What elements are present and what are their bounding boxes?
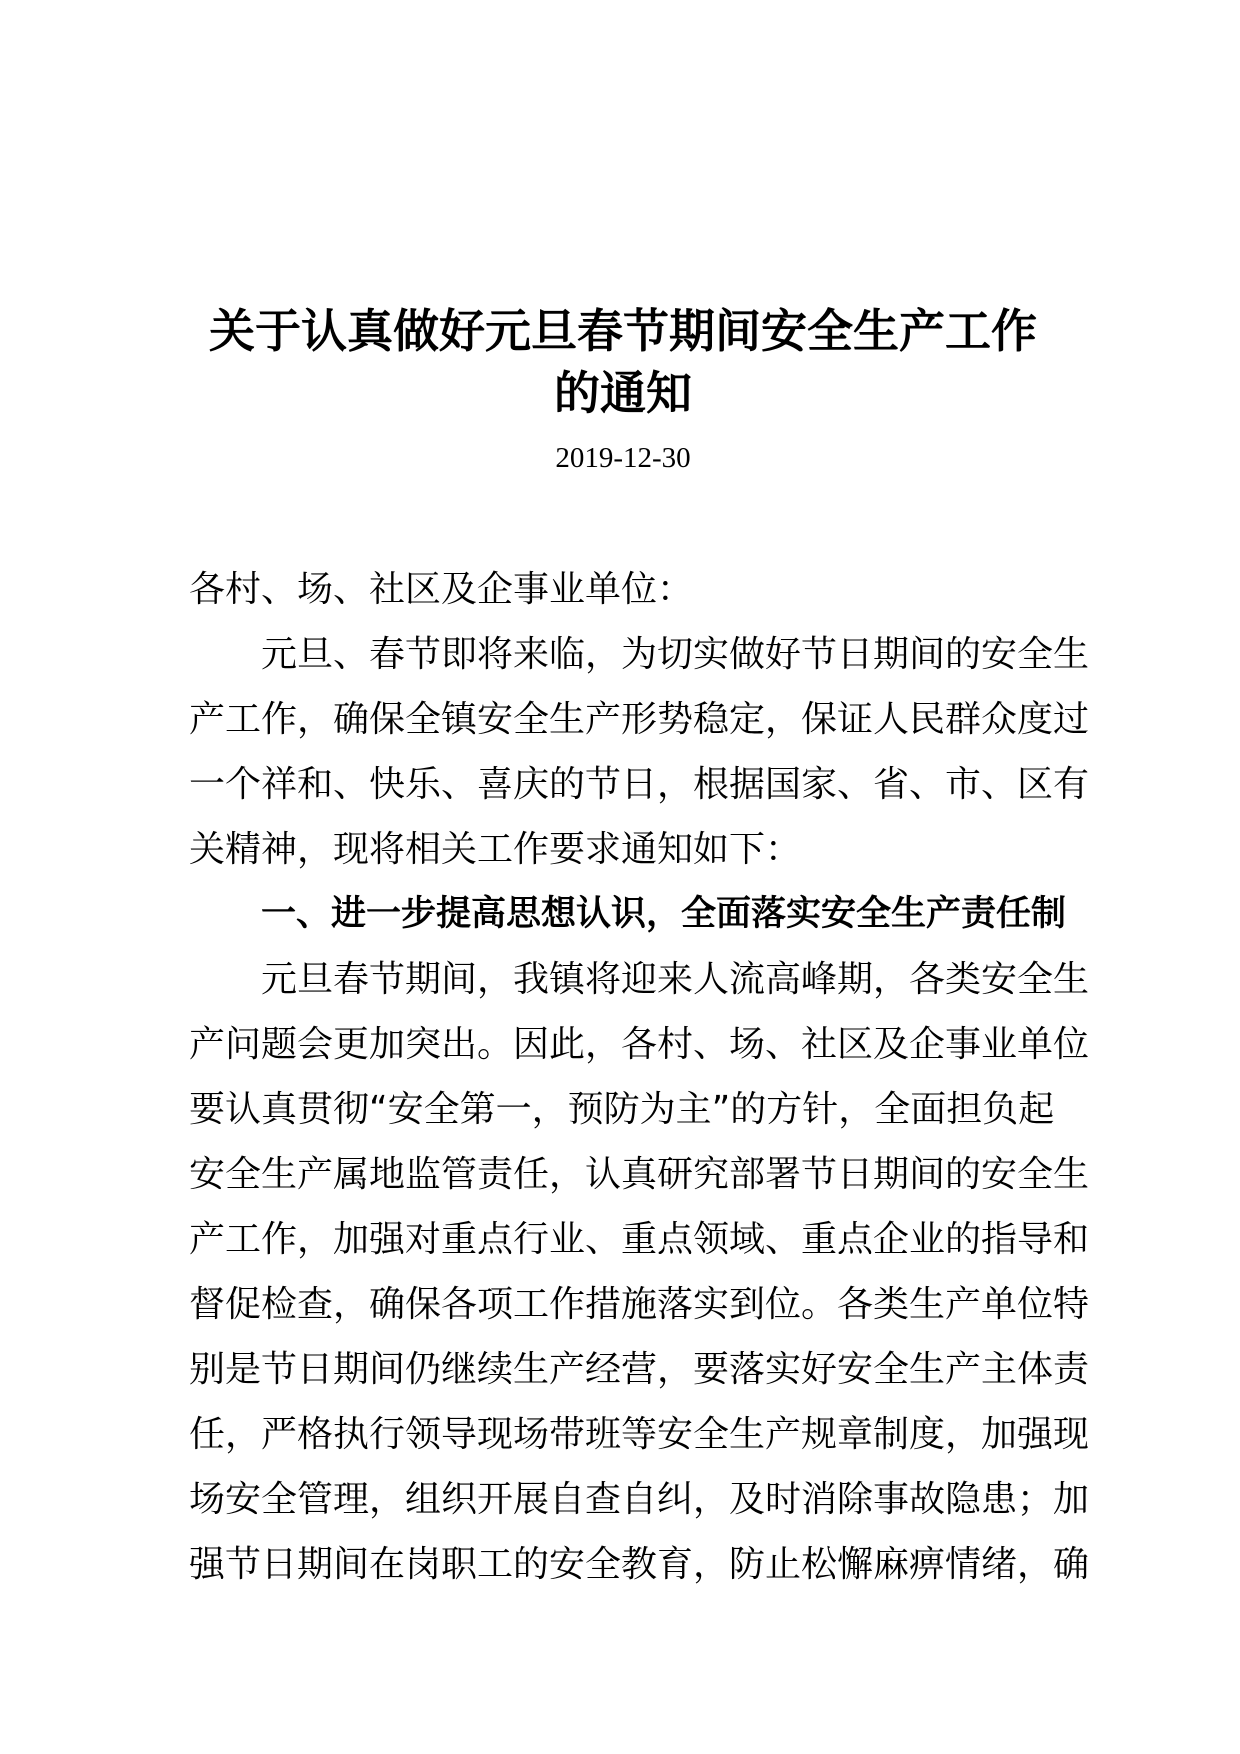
section-paragraph [189,947,1090,1597]
body-line: 强节日期间在岗职工的安全教育，防止松懈麻痹情绪，确 [189,1544,1090,1585]
body-line: 安全生产属地监管责任，认真研究部署节日期间的安全生 [189,1154,1090,1195]
title-line: 关于认真做好元旦春节期间安全生产工作 [209,304,1037,358]
salutation: 各村、场、社区及企事业单位： [189,569,694,610]
document-date: 2019-12-30 [555,442,691,474]
body-line: 一个祥和、快乐、喜庆的节日，根据国家、省、市、区有 [189,764,1090,805]
body-line: 任，严格执行领导现场带班等安全生产规章制度，加强现 [189,1414,1090,1455]
section-heading: 一、进一步提高思想认识，全面落实安全生产责任制 [261,894,1067,934]
document-body [189,557,1090,1597]
body-line: 产工作，确保全镇安全生产形势稳定，保证人民群众度过 [189,699,1090,740]
body-line: 关精神，现将相关工作要求通知如下： [189,829,802,870]
body-line: 要认真贯彻“安全第一，预防为主”的方针，全面担负起 [189,1089,1055,1130]
body-line: 产工作，加强对重点行业、重点领域、重点企业的指导和 [189,1219,1090,1260]
body-line: 元旦春节期间，我镇将迎来人流高峰期，各类安全生 [261,959,1090,1000]
body-line: 元旦、春节即将来临，为切实做好节日期间的安全生 [261,634,1090,675]
intro-paragraph [189,622,1090,882]
body-line: 别是节日期间仍继续生产经营，要落实好安全生产主体责 [189,1349,1090,1390]
title-line: 的通知 [554,366,692,420]
body-line: 督促检查，确保各项工作措施落实到位。各类生产单位特 [189,1284,1090,1325]
document-title [0,300,1240,424]
body-line: 产问题会更加突出。因此，各村、场、社区及企事业单位 [189,1024,1090,1065]
body-line: 场安全管理，组织开展自查自纠，及时消除事故隐患；加 [189,1479,1090,1520]
